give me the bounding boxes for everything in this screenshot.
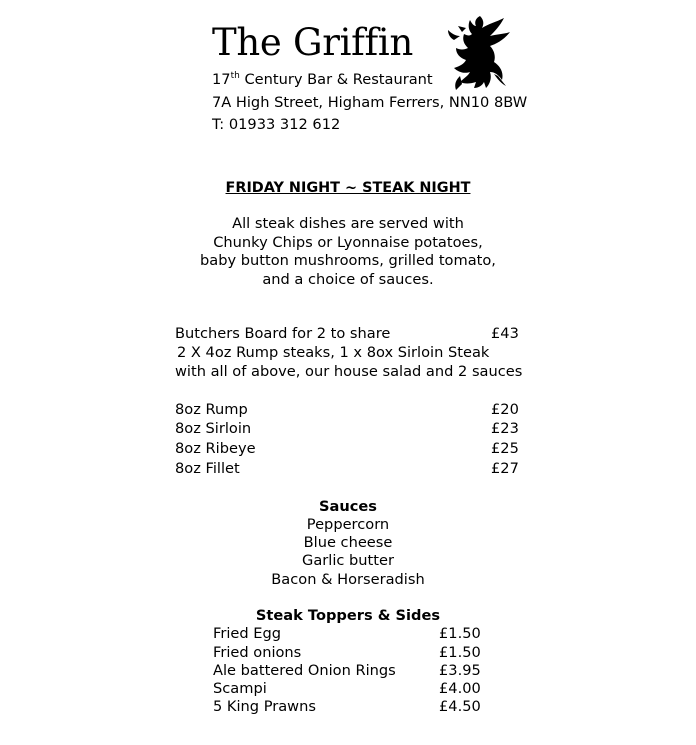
intro-line: and a choice of sauces. (262, 271, 434, 288)
sauce-item: Bacon & Horseradish (271, 571, 425, 588)
intro-line: Chunky Chips or Lyonnaise potatoes, (213, 234, 483, 251)
side-price: £1.50 (439, 644, 481, 661)
steak-name: 8oz Rump (175, 401, 248, 418)
sauce-item: Blue cheese (303, 534, 393, 551)
restaurant-tagline: 17th Century Bar & Restaurant (212, 71, 433, 88)
side-price: £4.00 (439, 680, 481, 697)
board-detail: 2 X 4oz Rump steaks, 1 x 8ox Sirloin Steak (177, 344, 490, 361)
steak-name: 8oz Ribeye (175, 440, 256, 457)
steak-price: £27 (491, 460, 519, 477)
side-name: Fried onions (213, 644, 302, 661)
sauce-item: Garlic butter (302, 552, 394, 569)
sides-heading: Steak Toppers & Sides (255, 607, 441, 624)
side-name: Fried Egg (213, 625, 282, 642)
side-price: £4.50 (439, 698, 481, 715)
board-name: Butchers Board for 2 to share (175, 325, 391, 342)
steak-price: £25 (491, 440, 519, 457)
side-name: 5 King Prawns (213, 698, 316, 715)
restaurant-title: The Griffin (212, 21, 413, 64)
side-name: Ale battered Onion Rings (213, 662, 396, 679)
griffin-logo-icon (440, 12, 512, 92)
steak-price: £20 (491, 401, 519, 418)
side-price: £3.95 (439, 662, 481, 679)
board-detail: with all of above, our house salad and 2 sauces (175, 363, 523, 380)
sauce-item: Peppercorn (306, 516, 390, 533)
side-name: Scampi (213, 680, 267, 697)
restaurant-phone: T: 01933 312 612 (212, 116, 341, 133)
steak-price: £23 (491, 420, 519, 437)
steak-name: 8oz Fillet (175, 460, 240, 477)
restaurant-address: 7A High Street, Higham Ferrers, NN10 8BW (212, 94, 528, 111)
sauces-heading: Sauces (319, 498, 377, 515)
intro-line: All steak dishes are served with (232, 215, 464, 232)
board-price: £43 (491, 325, 519, 342)
menu-heading: FRIDAY NIGHT ~ STEAK NIGHT (225, 180, 471, 196)
side-price: £1.50 (439, 625, 481, 642)
intro-line: baby button mushrooms, grilled tomato, (200, 252, 496, 269)
steak-name: 8oz Sirloin (175, 420, 252, 437)
